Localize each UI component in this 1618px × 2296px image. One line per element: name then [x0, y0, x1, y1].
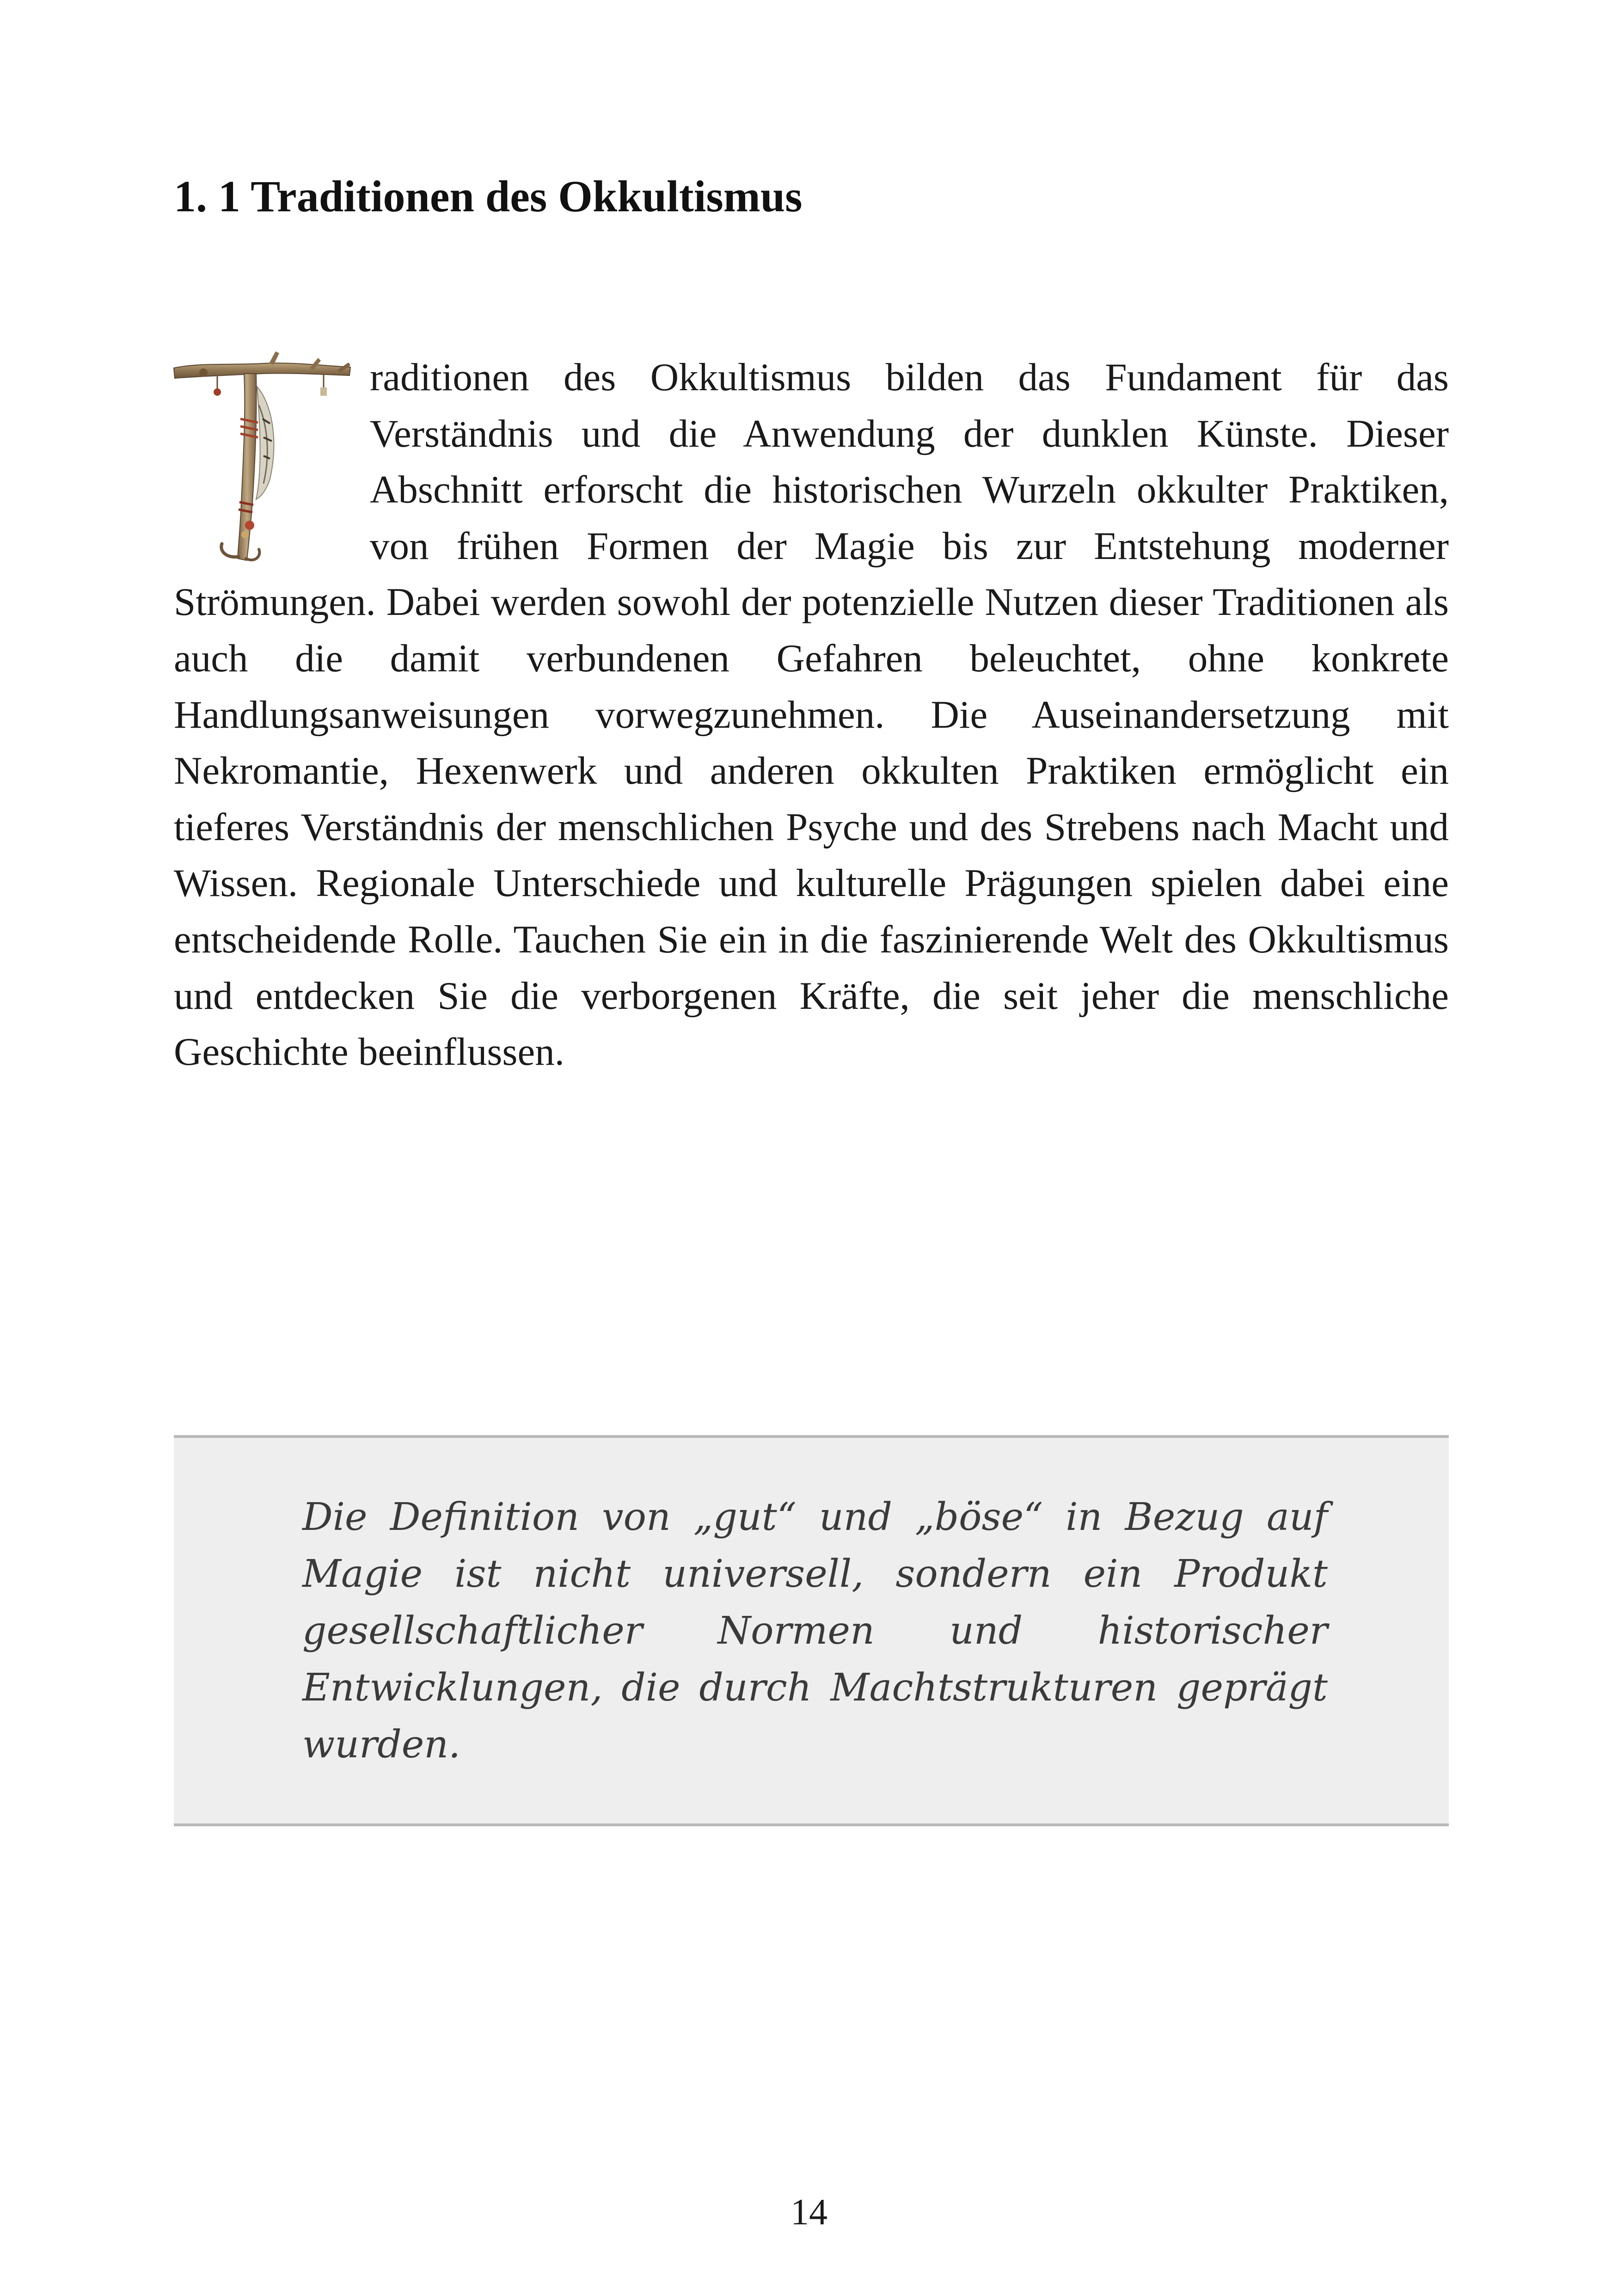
quote-callout-box	[174, 1435, 1449, 1826]
dropcap-t-illustration	[171, 350, 356, 567]
callout-quote: Die Definition von „gut“ und „böse“ in Bezug auf Magie ist nicht universell, sondern ein Produkt gesellschaftlicher Normen und historischer Entwicklungen, die durch Machtstrukturen geprägt wurden.	[302, 1495, 1328, 1767]
body-paragraph-text: raditionen des Okkultismus bilden das Fundament für das Verständnis und die Anwendung der dunklen Künste. Dieser Abschnitt erforscht die historischen Wurzeln okkulter Praktiken, von frühen Formen der Magie bis zur Entstehung moderner Strömungen. Dabei werden sowohl der potenzielle Nutzen dieser Traditionen als auch die damit verbundenen Gefahren beleuchtet, ohne konkrete Handlungsanweisungen vorwegzunehmen. Die Auseinandersetzung mit Nekromantie, Hexenwerk und anderen okkulten Praktiken ermöglicht ein tieferes Verständnis der menschlichen Psyche und des Strebens nach Macht und Wissen. Regionale Unterschiede und kulturelle Prägungen spielen dabei eine entscheidende Rolle. Tauchen Sie ein in die faszinierende Welt des Okkultismus und entdecken Sie die verborgenen Kräfte, die seit jeher die menschliche Geschichte beeinflussen.	[174, 356, 1449, 1074]
branch-t-icon	[171, 350, 356, 567]
body-paragraph	[174, 350, 1449, 1080]
page-number: 14	[791, 2192, 827, 2233]
section-heading: 1. 1 Traditionen des Okkultismus	[174, 172, 803, 221]
